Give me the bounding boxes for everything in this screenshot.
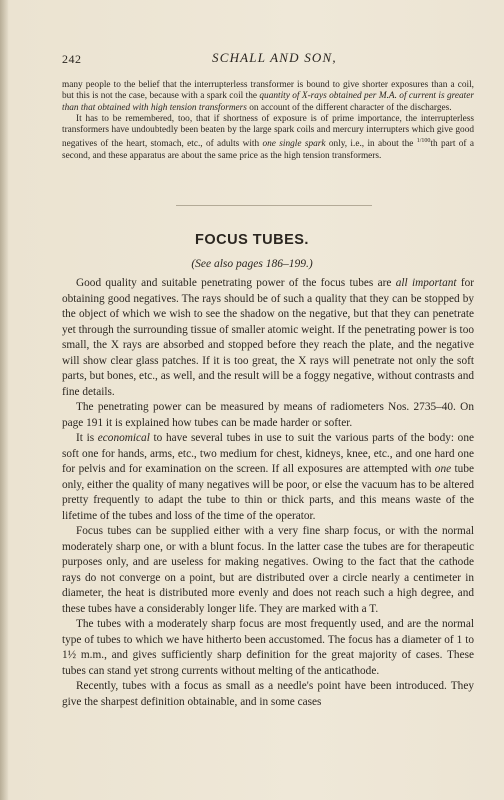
intro-text-block: [62, 80, 474, 162]
body-paragraph: It is economical to have several tubes in use to suit the various parts of the body: one soft one for hands, arms, etc., two medium for chest, kidneys, knee, etc., and one hard one for pelvis and for examination on the screen. If all exposures are attempted with one tube only, either the quality of many negatives will be poor, or else the vacuum has to be altered pretty frequently to adapt the tube to thin or thick parts, and this means waste of the lifetime of the tubes and loss of the time of the operator.: [62, 432, 474, 522]
emphasis-text: one: [434, 463, 452, 475]
fraction-superscript: 1/100: [416, 138, 431, 145]
body-paragraph: Good quality and suitable penetrating power of the focus tubes are all important for obtaining good negatives. The rays should be of such a quality that they can be stopped by the object of which we wish to see the shadow on the negative, but that they can penetrate yet through the surrounding tissue of smaller atomic weight. If the penetrating power is too small, the X rays are absorbed and stopped before they reach the plate, and the negative will show clear glass patches. If it is too great, the X rays will penetrate not only the soft parts, but bones, etc., as well, and the result will be a foggy negative, without contrasts and fine details.: [62, 277, 474, 398]
body-paragraph: Recently, tubes with a focus as small as a needle's point have been introduced. They give the sharpest definition obtainable, and in some cases: [62, 680, 474, 708]
page-header: [62, 50, 474, 68]
body-paragraph: Focus tubes can be supplied either with a very fine sharp focus, or with the normal moderately sharp one, or with a blunt focus. In the latter case the tubes are for therapeutic purposes only, and are useless for making negatives. Owing to the fact that the cathode rays do not converge on a point, but are distributed over a circle nearly a centimeter in diameter, the heat is distributed more evenly and does not reach such a high degree, and these tubes have a considerably longer life. They are marked with a T.: [62, 525, 474, 615]
section-divider: [176, 205, 372, 206]
emphasis-text: quantity of X-rays obtained per M.A. of current is greater than that obtained with high tension transformers: [62, 91, 474, 113]
emphasis-text: one single spark: [262, 139, 326, 150]
page-number: 242: [62, 52, 82, 66]
body-text-block: [62, 276, 474, 710]
running-head: SCHALL AND SON,: [212, 50, 337, 65]
section-subtitle: (See also pages 186–199.): [191, 258, 313, 270]
page-spine-shadow: [0, 0, 8, 800]
section-title: FOCUS TUBES.: [195, 232, 309, 248]
intro-paragraph: many people to the belief that the interrupterless transformer is bound to give shorter exposures than a coil, but this is not the case, because with a spark coil the quantity of X-rays obtained per M.A. of current is greater than that obtained with high tension transformers on account of the different character of the discharges.: [62, 80, 474, 113]
emphasis-text: all important: [395, 277, 457, 289]
emphasis-text: economical: [97, 432, 150, 444]
body-paragraph: The penetrating power can be measured by means of radiometers Nos. 2735–40. On page 191 it is explained how tubes can be made harder or softer.: [62, 401, 474, 429]
body-paragraph: The tubes with a moderately sharp focus are most frequently used, and are the normal type of tubes to which we have hitherto been accustomed. The focus has a diameter of 1 to 1½ m.m., and gives sufficiently sharp definition for the great majority of cases. These tubes can stand yet strong currents without melting of the anticathode.: [62, 618, 474, 677]
intro-paragraph: It has to be remembered, too, that if shortness of exposure is of prime importance, the interrupterless transformers have undoubtedly been beaten by the large spark coils and mercury interrupters which give good negatives of the heart, stomach, etc., of adults with one single spark only, i.e., in about the $^{1/100}$th part of a second, and these apparatus are about the same price as the high tension transformers.: [62, 113, 474, 161]
